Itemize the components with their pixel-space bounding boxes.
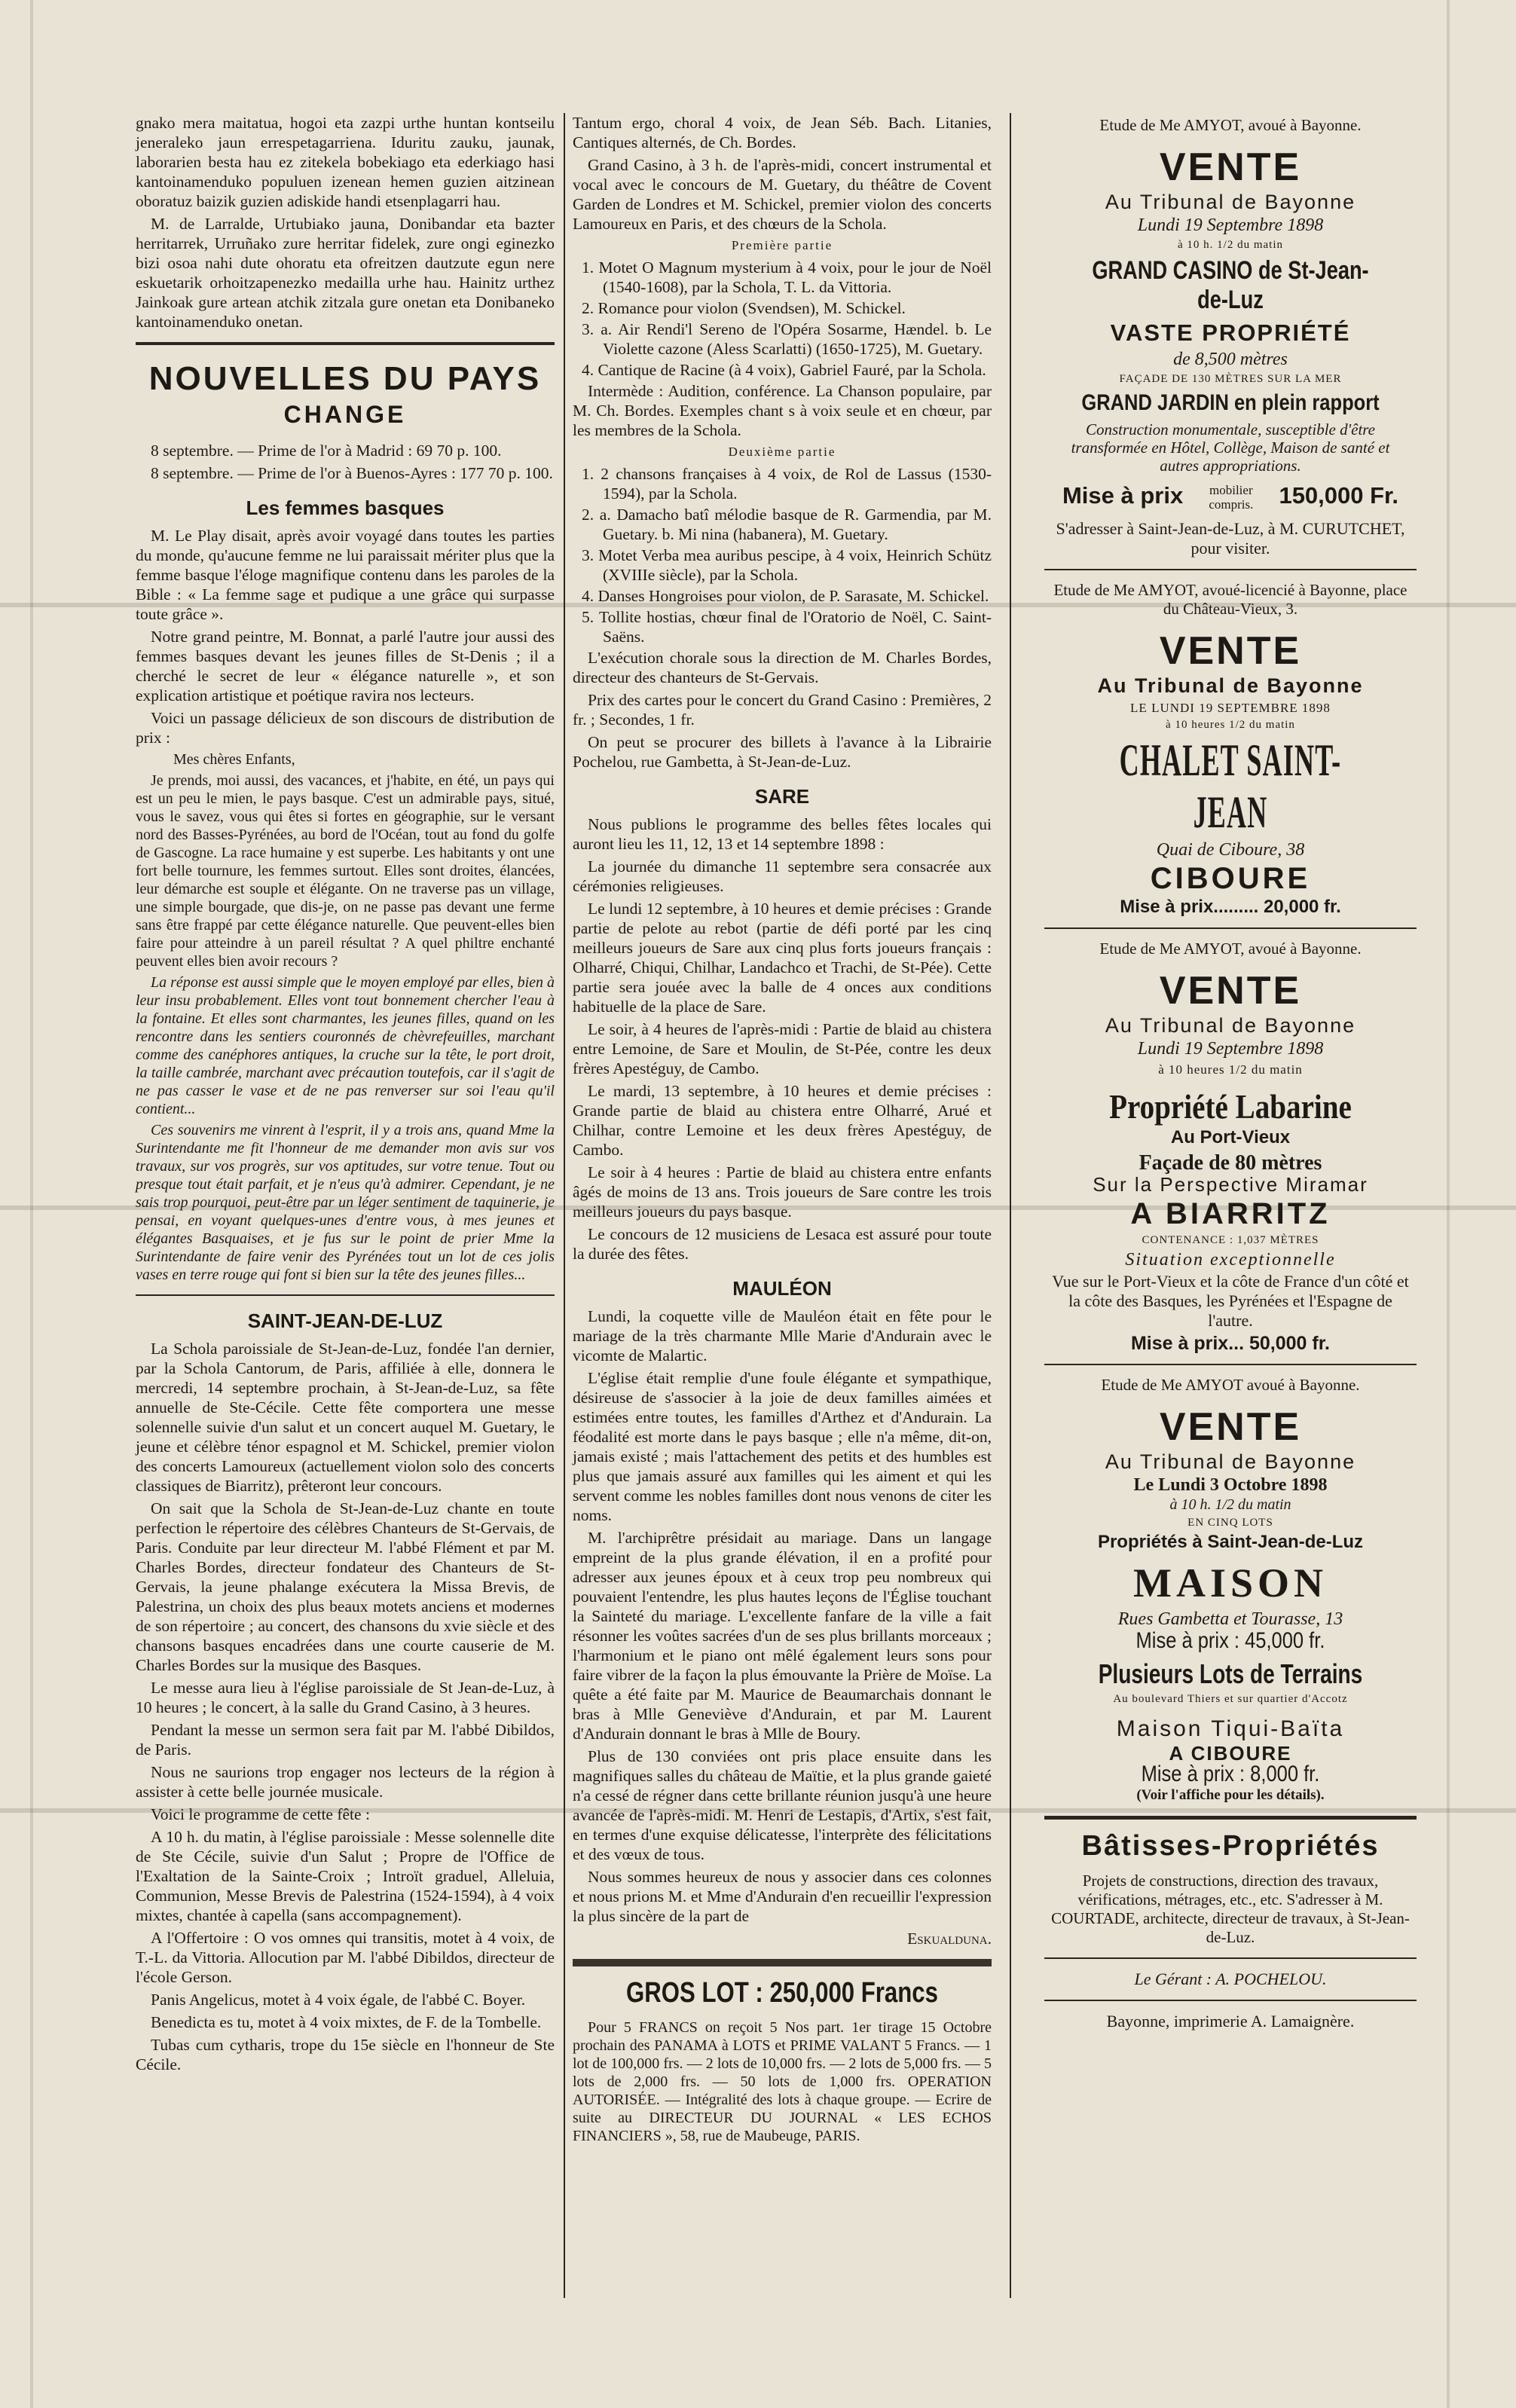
divider	[573, 1959, 992, 1966]
article-paragraph: Panis Angelicus, motet à 4 voix égale, de l'abbé C. Boyer.	[151, 1991, 526, 2009]
ad-mobilier: mobilier compris.	[1209, 482, 1254, 512]
ad-etude: Etude de Me AMYOT, avoué-licencié à Bayonne, place du Château-Vieux, 3.	[1053, 580, 1407, 618]
quote-salutation: Mes chères Enfants,	[173, 751, 295, 768]
article-paragraph: Le mardi, 13 septembre, à 10 heures et demie précises : Grande partie de blaid au chistera entre Olharré, Arué et Chilhar, contre Lemoine et les deux frères Apestéguy, de Cambo.	[573, 1082, 992, 1159]
ad-casino: GRAND CASINO de St-Jean-de-Luz	[1092, 256, 1369, 314]
ad-vente: VENTE	[1159, 968, 1302, 1013]
column-1	[136, 113, 555, 2077]
article-paragraph: Nous publions le programme des belles fêtes locales qui auront lieu les 11, 12, 13 et 14 septembre 1898 :	[573, 815, 992, 853]
ad-vente: VENTE	[1159, 1404, 1302, 1449]
article-paragraph: Le concours de 12 musiciens de Lesaca est assuré pour toute la durée des fêtes.	[573, 1225, 992, 1263]
basque-paragraph: M. de Larralde, Urtubiako jauna, Donibandar eta bazter herritarrek, Urruñako zure herritar fidelek, zure ongi eginezko bizi osoa nahi dute ohoratu eta ofreitzen dautzute egun nere eskuetarik orhoitzapenezko medailla urhe hau. Hainitz urthez Jainkoak gure artean atchik zitzala gure onetan eta Donibaneko kantoinamenduko onetan.	[136, 215, 555, 331]
quote-paragraph: Je prends, moi aussi, des vacances, et j'habite, en été, un pays qui est un peu le mien, le pays basque. C'est un admirable pays, situé, vous le savez, vous qui êtes si fortes en géographie, sur le versant nord des Basses-Pyrénées, au bord de l'Océan, tout au fond du golfe de Gascogne. La race humaine y est superbe. Les habitants y ont une fort belle tournure, les femmes surtout. Elles sont droites, élancées, leur démarche est souple et élégante. On ne traverse pas un village, une simple bourgade, que dis-je, on ne passe pas devant une ferme sans être frappé par cette élégance naturelle. Que peuvent-elles bien faire pour atteindre à un pareil résultat ? A quel philtre enchanté peuvent elles bien avoir recours ?	[136, 772, 555, 970]
divider	[1044, 569, 1417, 570]
programme-item: 1. Motet O Magnum mysterium à 4 voix, pour le jour de Noël (1540-1608), par la Schola, T. L. da Vittoria.	[582, 258, 992, 296]
divider	[136, 342, 555, 345]
basque-paragraph: gnako mera maitatua, hogoi eta zazpi urthe huntan kontseilu jeneraleko jaun errespetagarriena. Iduritu zauku, jaunak, laborarien besta hau ez zitekela bobekiago eta ederkiago hasi kantoinamenduko populuen izenean hemen guzien aitzinean oboratuz baizik guzien adiskide handi etsenplagarri hau.	[136, 114, 555, 210]
article-paragraph: Pendant la messe un sermon sera fait par M. l'abbé Dibildos, de Paris.	[136, 1721, 555, 1759]
quote-paragraph: La réponse est aussi simple que le moyen employé par elles, bien à leur insu probablement. Elles vont tout bonnement chercher l'eau à la fontaine. Et elles sont charmantes, les jeunes filles, quand on les rencontre dans les sentiers couronnés de chèvrefeuilles, marchant comme des canéphores antiques, la cruche sur la tête, le port droit, la taille cambrée, marchant avec précaution toutefois, car il s'agit de ne pas casser le vase et de ne pas renverser sur soi l'eau qu'il contient...	[136, 974, 555, 1117]
programme-item: 2. a. Damacho batî mélodie basque de R. Garmendia, par M. Guetary. b. Mi nina (habanera), M. Guetary.	[582, 506, 992, 543]
ad-perspective: Sur la Perspective Miramar	[1093, 1172, 1368, 1196]
ad-propriete-labarine	[1044, 940, 1417, 1353]
ad-mise-a-prix: Mise à prix : 8,000 fr.	[1141, 1761, 1320, 1786]
article-paragraph: Tantum ergo, choral 4 voix, de Jean Séb. Bach. Litanies, Cantiques alternés, de Ch. Bordes.	[573, 114, 992, 151]
article-paragraph: M. l'archiprêtre présidait au mariage. Dans un langage empreint de la plus grande élévation, il en a profité pour adresser aux jeunes époux et à ceux trop peu nombreux qui pouvaient l'entendre, les plus hautes leçons de l'Église touchant la Sainteté du mariage. L'excellente fanfare de la ville a fait résonner les voûtes sacrées d'un de ses plus brillants morceaux ; l'harmonium et le piano ont mêlé également leurs sons pour faire vibrer de la façon la plus émouvante la Prière de Moïse. La quête a été faite par M. Maurice de Beaumarchais donnant le bras à Mlle Geneviève d'Andurain, et par M. Laurent d'Andurain donnant le bras à Mlle de Boury.	[573, 1529, 992, 1743]
ad-rues: Rues Gambetta et Tourasse, 13	[1117, 1609, 1343, 1629]
article-paragraph: Prix des cartes pour le concert du Grand Casino : Premières, 2 fr. ; Secondes, 1 fr.	[573, 691, 992, 729]
ad-tribunal: Au Tribunal de Bayonne	[1105, 191, 1356, 213]
article-paragraph: Le soir à 4 heures : Partie de blaid au chistera entre enfants âgés de moins de 13 ans. Trois joueurs de Sare contre les trois meilleurs joueurs du pays basque.	[573, 1163, 992, 1221]
ad-desc: Construction monumentale, susceptible d'être transformée en Hôtel, Collège, Maison de santé et autres appropriations.	[1071, 420, 1390, 475]
divider	[136, 1294, 555, 1296]
programme-label: Deuxième partie	[728, 445, 836, 459]
ad-quai: Quai de Ciboure, 38	[1156, 839, 1305, 860]
imprimerie-line: Bayonne, imprimerie A. Lamaignère.	[1106, 2011, 1355, 2031]
ad-grand-casino	[1044, 116, 1417, 558]
column-rule	[564, 113, 565, 2298]
ad-mise-a-prix: Mise à prix... 50,000 fr.	[1130, 1332, 1331, 1354]
ad-date: Lundi 19 Septembre 1898	[1137, 215, 1324, 235]
ad-boulevard: Au boulevard Thiers et sur quartier d'Accotz	[1113, 1692, 1348, 1705]
ad-facade: Façade de 80 mètres	[1139, 1151, 1322, 1175]
ad-labarine: Propriété Labarine	[1109, 1086, 1352, 1126]
ad-encinq: EN CINQ LOTS	[1187, 1516, 1273, 1529]
article-title-femmes: Les femmes basques	[246, 497, 445, 519]
ad-batisses-title: Bâtisses-Propriétés	[1081, 1829, 1380, 1862]
divider	[1044, 1957, 1417, 1959]
column-rule	[1010, 113, 1011, 2298]
column-2	[573, 113, 992, 2148]
article-title-sare: SARE	[754, 785, 810, 808]
article-paragraph: La journée du dimanche 11 septembre sera consacrée aux cérémonies religieuses.	[573, 857, 992, 895]
ad-mise-label: Mise à prix	[1062, 482, 1184, 509]
signature: Eskualduna.	[907, 1930, 992, 1948]
article-paragraph: Lundi, la coquette ville de Mauléon était en fête pour le mariage de la très charmante Mlle Marie d'Andurain avec le vicomte de Malartic.	[573, 1307, 992, 1364]
imprimerie	[1044, 2012, 1417, 2031]
article-paragraph: Plus de 130 conviées ont pris place ensuite dans les magnifiques salles du château de Maïtie, et la plus grande gaieté n'a cessé de régner dans cette brillante réunion jusqu'à une heure avancée de l'après-midi. M. Henri de Lestapis, d'Artix, s'est fait, en termes d'une exquise délicatesse, l'interprète des félicitations et des vœux de tous.	[573, 1747, 992, 1863]
article-paragraph: L'église était remplie d'une foule élégante et sympathique, désireuse de s'associer à la joie de deux familles aimées et estimées entre toutes, les familles d'Arthez et d'Andurain. La féodalité est morte dans le pays basque ; elle n'a même, dit-on, jamais existé ; mais l'attachement des petits et des humbles est plus que jamais assuré aux familles qui les aiment et qui les servent comme les nobles familles dont nous venons de citer les noms.	[573, 1369, 992, 1524]
fold-line	[1447, 0, 1450, 2408]
article-paragraph: L'exécution chorale sous la direction de M. Charles Bordes, directeur des chanteurs de St-Gervais.	[573, 649, 992, 686]
ad-maison-title: MAISON	[1132, 1560, 1328, 1606]
article-paragraph: Grand Casino, à 3 h. de l'après-midi, concert instrumental et vocal avec le concours de M. Guetary, du théâtre de Covent Garden de Londres et M. Schickel, premier violon des concerts Lamoureux en Paris, et des chœurs de la Schola.	[573, 156, 992, 233]
section-title-change: CHANGE	[283, 401, 407, 428]
ad-mise-a-prix	[1044, 482, 1417, 512]
ad-chalet-saint-jean	[1044, 581, 1417, 917]
article-paragraph: Benedicta es tu, motet à 4 voix mixtes, de F. de la Tombelle.	[151, 2013, 542, 2031]
ad-vaste: VASTE PROPRIÉTÉ	[1110, 319, 1351, 346]
ad-tribunal: Au Tribunal de Bayonne	[1097, 674, 1364, 697]
article-paragraph: Tubas cum cytharis, trope du 15e siècle en l'honneur de Ste Cécile.	[136, 2036, 555, 2073]
article-title-sjl: SAINT-JEAN-DE-LUZ	[247, 1309, 443, 1332]
ad-situation: Situation exceptionnelle	[1125, 1249, 1336, 1270]
ad-surface: de 8,500 mètres	[1173, 350, 1288, 369]
ad-vente: VENTE	[1159, 145, 1302, 189]
ad-date: LE LUNDI 19 SEPTEMBRE 1898	[1130, 700, 1331, 715]
article-paragraph: Le lundi 12 septembre, à 10 heures et demie précises : Grande partie de pelote au rebot (partie de défi porté par les cinq meilleurs joueurs de Sare aux cinq plus forts joueurs français : Olharré, Chiqui, Chilhar, Landachco et Trachi, de St-Pée). Cette partie sera jouée avec la balle de 4 onces aux conditions habituelle de la place de Sare.	[573, 900, 992, 1016]
quote-paragraph: Ces souvenirs me vinrent à l'esprit, il y a trois ans, quand Mme la Surintendante me fit l'honneur de me demander mon avis sur vos travaux, sur vos progrès, sur vos aptitudes, sur votre tenue. Tout ou presque tout était parfait, et je n'eus qu'à admirer. Cependant, je ne sais trop pourquoi, peut-être par un léger sentiment de taquinerie, je pensai, en voyant quelques-unes d'entre vous, à mes jeunes et élégantes Basquaises, et je fus sur le point de prier Mme la Surintendante de faire venir des Pyrénées tout un lot de ces jolis vases en terre rouge qui font si bien sur la tête des jeunes filles...	[136, 1122, 555, 1283]
gros-lot-text: Pour 5 FRANCS on reçoit 5 Nos part. 1er tirage 15 Octobre prochain des PANAMA à LOTS et PRIME VALANT 5 Francs. — 1 lot de 100,000 frs. — 2 lots de 10,000 frs. — 2 lots de 5,000 frs. — 5 lots de 2,000 frs. — 50 lots de 1,000 frs. OPERATION AUTORISÉE. — Intégralité des lots à chaque groupe. — Ecrire de suite au DIRECTEUR DU JOURNAL « LES ECHOS FINANCIERS », 58, rue de Maubeuge, PARIS.	[573, 2019, 992, 2144]
programme-label: Première partie	[731, 238, 833, 252]
programme-item: 3. Motet Verba mea auribus pescipe, à 4 voix, Heinrich Schütz (XVIIIe siècle), par la Schola.	[582, 546, 992, 584]
article-title-mauleon: MAULÉON	[732, 1277, 832, 1300]
gros-lot-title: GROS LOT : 250,000 Francs	[626, 1977, 938, 2009]
ad-biarritz: A BIARRITZ	[1130, 1196, 1331, 1230]
ad-maison	[1044, 1376, 1417, 1805]
article-paragraph: Le messe aura lieu à l'église paroissiale de St Jean-de-Luz, à 10 heures ; le concert, à la salle du Grand Casino, à 3 heures.	[136, 1679, 555, 1716]
article-paragraph: Notre grand peintre, M. Bonnat, a parlé l'autre jour aussi des femmes basques devant les jeunes filles de St-Denis ; il a cherché le secret de leur « élégance naturelle », et son explication artistique et poétique ravira nos lecteurs.	[136, 628, 555, 704]
ad-heure: à 10 h. 1/2 du matin	[1169, 1496, 1291, 1513]
article-paragraph: Voici un passage délicieux de son discours de distribution de prix :	[136, 709, 555, 747]
change-item: 8 septembre. — Prime de l'or à Madrid : 69 70 p. 100.	[151, 442, 502, 460]
programme-item: 4. Cantique de Racine (à 4 voix), Gabriel Fauré, par la Schola.	[582, 361, 986, 379]
article-paragraph: On peut se procurer des billets à l'avance à la Librairie Pochelou, rue Gambetta, à St-Jean-de-Luz.	[573, 733, 992, 771]
article-paragraph: M. Le Play disait, après avoir voyagé dans toutes les parties du monde, qu'aucune femme ne lui paraissait mériter plus que la femme basque l'éloge magnifique contenu dans les paroles de la Bible : « La femme sage et pudique a une grâce qui surpasse toute grâce ».	[136, 527, 555, 623]
divider	[1044, 1364, 1417, 1365]
gerant	[1044, 1969, 1417, 1989]
divider	[1044, 2000, 1417, 2001]
ad-voir: (Voir l'affiche pour les détails).	[1136, 1786, 1325, 1803]
ad-etude: Etude de Me AMYOT, avoué à Bayonne.	[1099, 939, 1362, 958]
article-paragraph: Nous ne saurions trop engager nos lecteurs de la région à assister à cette belle journée musicale.	[136, 1763, 555, 1801]
ad-lots: Plusieurs Lots de Terrains	[1098, 1658, 1363, 1689]
ad-ciboure: CIBOURE	[1150, 861, 1311, 895]
ad-tribunal: Au Tribunal de Bayonne	[1105, 1013, 1356, 1037]
ad-mise-a-prix: Mise à prix......... 20,000 fr.	[1120, 896, 1341, 917]
ad-etude: Etude de Me AMYOT avoué à Bayonne.	[1101, 1375, 1360, 1394]
fold-line	[30, 0, 33, 2408]
ad-heure: à 10 h. 1/2 du matin	[1178, 239, 1283, 251]
ad-port: Au Port-Vieux	[1170, 1126, 1291, 1147]
article-paragraph: Voici le programme de cette fête :	[151, 1805, 370, 1823]
ad-mise-a-prix: Mise à prix : 45,000 fr.	[1135, 1627, 1325, 1653]
ad-proprietes: Propriétés à Saint-Jean-de-Luz	[1097, 1531, 1364, 1552]
ad-date: Lundi 19 Septembre 1898	[1137, 1038, 1324, 1059]
article-paragraph: On sait que la Schola de St-Jean-de-Luz chante en toute perfection le répertoire des célèbres Chanteurs de St-Gervais, de Paris. Conduite par leur directeur M. l'abbé Flément et par M. Charles Bordes, directeur fondateur des Chanteurs de St-Gervais, la jeune phalange exécutera la Missa Brevis, de Palestrina, un choix des plus beaux motets anciens et modernes de son répertoire ; au concert, des chansons du xvie siècle et des chansons basques encadrées dans une courte causerie de M. Charles Bordes sur la musique des Basques.	[136, 1499, 555, 1674]
ad-heure: à 10 heures 1/2 du matin	[1166, 718, 1295, 731]
article-paragraph: La Schola paroissiale de St-Jean-de-Luz, fondée l'an dernier, par la Schola Cantorum, de Paris, affiliée à elle, donnera le mercredi, 14 septembre prochain, à St-Jean-de-Luz, sa fête annuelle de Ste-Cécile. Cette fête comportera une messe solennelle suivie d'un salut et un concert auquel M. Guetary, le jeune et célèbre ténor espagnol et M. Schickel, premier violon des concerts Lamoureux (actuellement violon solo des concerts classiques de Biarritz), prêteront leur concours.	[136, 1340, 555, 1495]
article-paragraph: Le soir, à 4 heures de l'après-midi : Partie de blaid au chistera entre Lemoine, de Sare et Moulin, de St-Pée, contre les deux frères Apestéguy, de Cambo.	[573, 1020, 992, 1077]
ad-facade: FAÇADE DE 130 MÈTRES SUR LA MER	[1119, 373, 1342, 385]
ad-aciboure: A CIBOURE	[1169, 1741, 1292, 1765]
ad-date: Le Lundi 3 Octobre 1898	[1133, 1474, 1328, 1495]
programme-item: 5. Tollite hostias, chœur final de l'Oratorio de Noël, C. Saint-Saëns.	[582, 608, 992, 646]
ad-contenance: CONTENANCE : 1,037 MÈTRES	[1142, 1233, 1319, 1246]
section-title-nouvelles: NOUVELLES DU PAYS	[148, 360, 542, 397]
article-paragraph: A 10 h. du matin, à l'église paroissiale : Messe solennelle dite de Ste Cécile, suivie d'un Salut ; Propre de l'Office de l'Exaltation de la Sainte-Croix ; Introït graduel, Alleluia, Communion, Messe Brevis de Palestrina (1524-1594), à 4 voix mixtes, chantée à capella (sans accompagnement).	[136, 1828, 555, 1924]
ad-chalet: CHALET SAINT-JEAN	[1119, 735, 1342, 837]
ad-heure: à 10 heures 1/2 du matin	[1158, 1062, 1303, 1077]
article-paragraph: Intermède : Audition, conférence. La Chanson populaire, par M. Ch. Bordes. Exemples chant s à voix seule et en chœur, par les membres de la Schola.	[573, 382, 992, 439]
programme-item: 1. 2 chansons françaises à 4 voix, de Rol de Lassus (1530-1594), par la Schola.	[582, 465, 992, 503]
ad-etude: Etude de Me AMYOT, avoué à Bayonne.	[1099, 116, 1362, 134]
divider	[1044, 927, 1417, 929]
article-paragraph: A l'Offertoire : O vos omnes qui transitis, motet à 4 voix, de T.-L. da Vittoria. Allocution par M. l'abbé Dibildos, directeur de l'école Gerson.	[136, 1929, 555, 1986]
programme-item: 2. Romance pour violon (Svendsen), M. Schickel.	[582, 299, 906, 317]
change-item: 8 septembre. — Prime de l'or à Buenos-Ayres : 177 70 p. 100.	[151, 464, 553, 482]
ad-vue: Vue sur le Port-Vieux et la côte de France d'un côté et la côte des Basques, les Pyrénées et l'Espagne de l'autre.	[1052, 1271, 1409, 1330]
gerant-line: Le Gérant : A. POCHELOU.	[1134, 1969, 1327, 1988]
programme-item: 3. a. Air Rendi'l Sereno de l'Opéra Sosarme, Hændel. b. Le Violette cazone (Aless Scarlatti) (1650-1725), M. Guetary.	[582, 320, 992, 358]
divider	[1044, 1816, 1417, 1820]
ad-prix: 150,000 Fr.	[1279, 482, 1399, 509]
ad-contact: S'adresser à Saint-Jean-de-Luz, à M. CURUTCHET, pour visiter.	[1056, 518, 1405, 558]
ad-vente: VENTE	[1159, 628, 1302, 673]
ad-tribunal: Au Tribunal de Bayonne	[1105, 1450, 1356, 1473]
ad-tiqui: Maison Tiqui-Baïta	[1116, 1716, 1345, 1741]
programme-item: 4. Danses Hongroises pour violon, de P. Sarasate, M. Schickel.	[582, 587, 989, 605]
ad-batisses	[1044, 1830, 1417, 1947]
ad-jardin: GRAND JARDIN en plein rapport	[1081, 390, 1380, 415]
ad-batisses-text: Projets de constructions, direction des travaux, vérifications, métrages, etc., etc. S'adresser à M. COURTADE, architecte, directeur de travaux, à St-Jean-de-Luz.	[1051, 1871, 1410, 1946]
article-paragraph: Nous sommes heureux de nous y associer dans ces colonnes et nous prions M. et Mme d'Andurain d'en recueillir l'expression la plus sincère de la part de	[573, 1868, 992, 1925]
column-3	[1044, 113, 1417, 2033]
